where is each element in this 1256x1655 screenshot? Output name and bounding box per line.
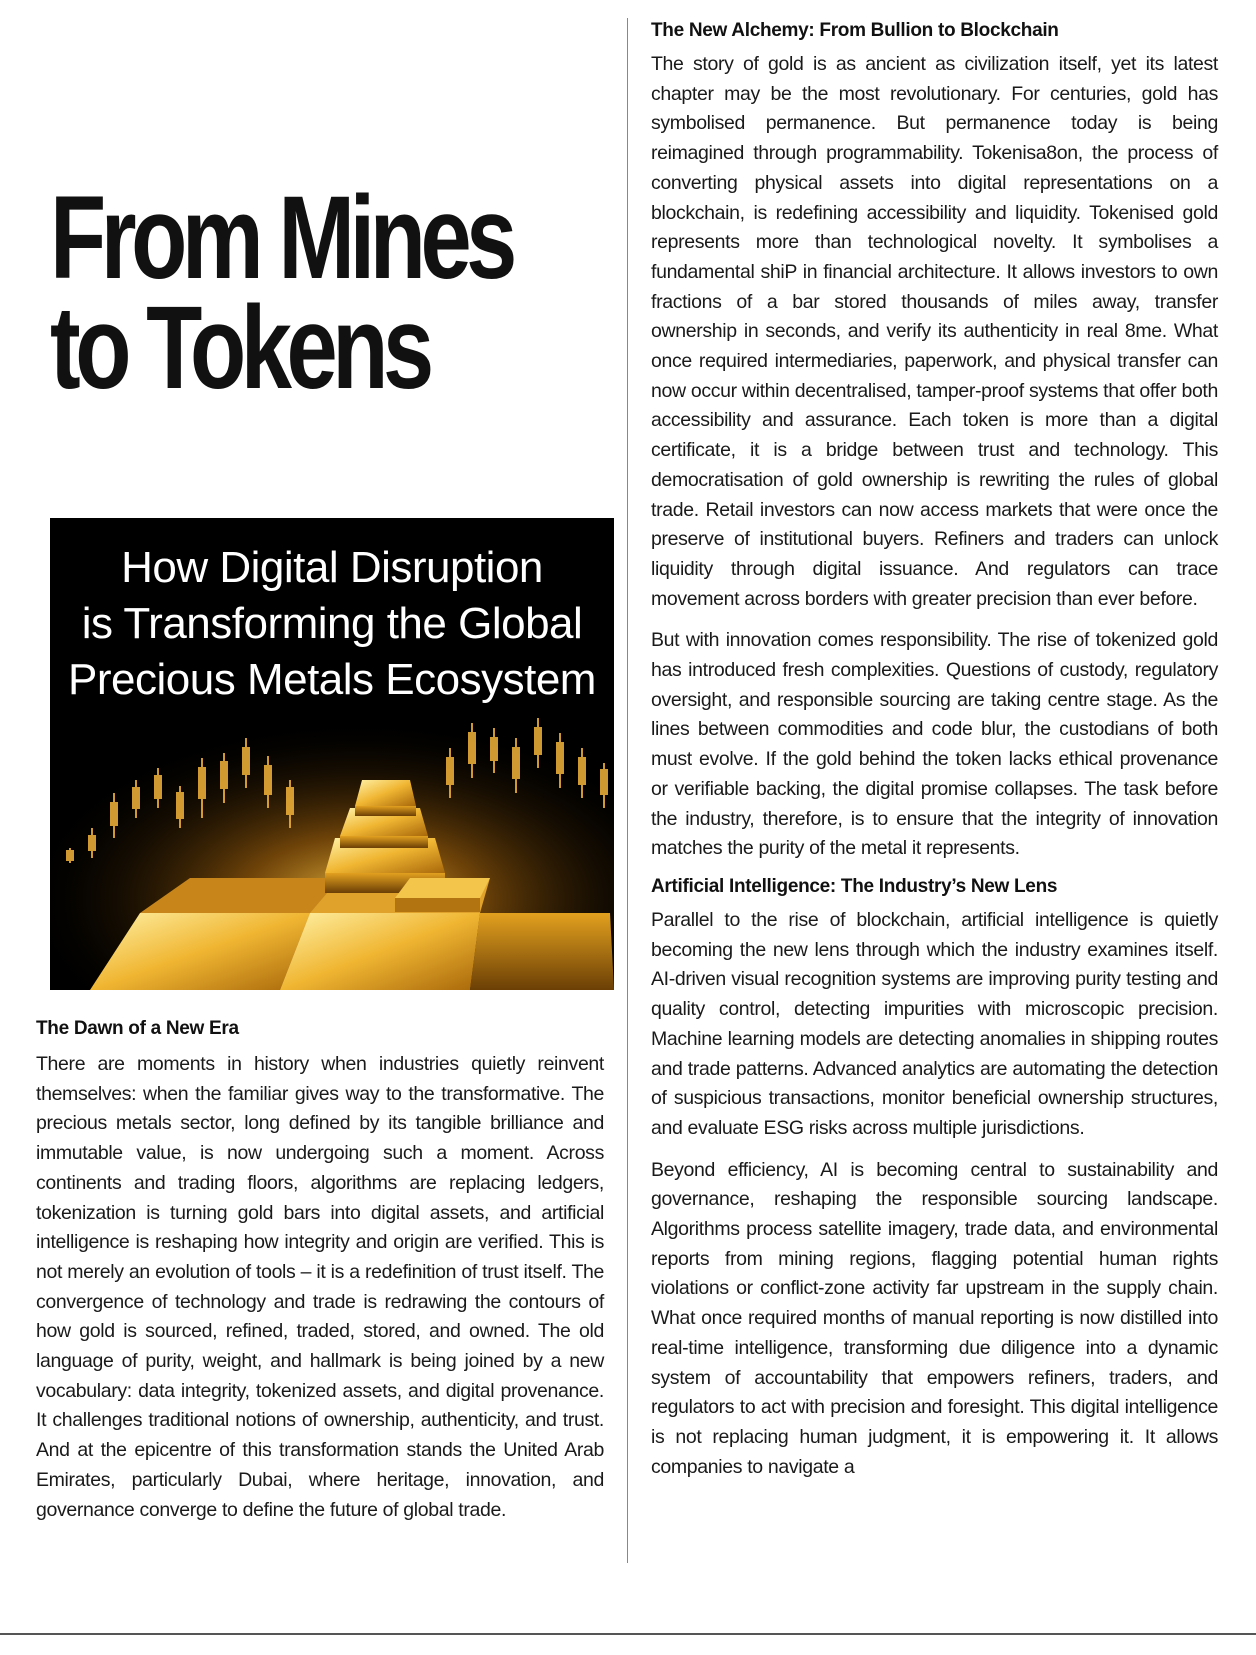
paragraph-ai-2: Beyond efficiency, AI is becoming central to sustainability and governance, reshaping the responsible sourcing landscape. Algorithms process satellite imagery, trade data, and environmental reports from mining regions, flagging potential human rights violations or conflict-zone activity far upstream in the supply chain. What once required months of manual reporting is now distilled into real-time intelligence, transforming due diligence into a dynamic system of accountability that empowers refiners, traders, and regulators to act with precision and foresight. This digital intelligence is not replacing human judgment, it is empowering it. It allows companies to navigate a xyxy=(651,1158,1218,1478)
column-divider xyxy=(627,18,628,1563)
hero-image xyxy=(50,518,614,990)
section-heading-dawn: The Dawn of a New Era xyxy=(36,1018,239,1039)
section-heading-alchemy: The New Alchemy: From Bullion to Blockchain xyxy=(651,20,1059,41)
hero-subtitle-line-2: is Transforming the Global xyxy=(81,599,583,648)
headline xyxy=(50,172,512,415)
paragraph-alchemy-2: But with innovation comes responsibility. The rise of tokenized gold has introduced fresh complexities. Questions of custody, regulatory oversight, and responsible sourcing are taking centre stage. As the lines between commodities and code blur, the custodians of both must evolve. If the gold behind the token lacks ethical provenance or verifiable backing, the digital promise collapses. The task before the industry, therefore, is to ensure that the integrity of innovation matches the purity of the metal it represents. xyxy=(651,629,1218,860)
bottom-rule xyxy=(0,1633,1256,1635)
hero-subtitle xyxy=(50,540,614,708)
paragraph-alchemy-1: The story of gold is as ancient as civilization itself, yet its latest chapter may be the most revolutionary. For centuries, gold has symbolised permanence. But permanence today is being reimagined through programmability. Tokenisa8on, the process of converting physical assets into digital representations on a blockchain, is redefining accessibility and liquidity. Tokenised gold represents more than technological novelty. It symbolises a fundamental shiP in financial architecture. It allows investors to own fractions of a bar stored thousands of miles away, transfer ownership in seconds, and verify its authenticity in real 8me. What once required intermediaries, paperwork, and physical transfer can now occur within decentralised, tamper-proof systems that offer both accessibility and assurance. Each token is more than a digital certificate, it is a bridge between trust and technology. This democratisation of gold ownership is rewriting the rules of global trade. Retail investors can now access markets that were once the preserve of institutional buyers. Refiners and traders can unlock liquidity through digital issuance. And regulators can trace movement across borders with greater precision than ever before. xyxy=(651,53,1218,610)
paragraph-ai-1: Parallel to the rise of blockchain, artificial intelligence is quietly becoming the new lens through which the industry examines itself. AI-driven visual recognition systems are improving purity testing and quality control, detecting impurities with microscopic precision. Machine learning models are detecting anomalies in shipping routes and trade patterns. Advanced analytics are automating the detection of suspicious transactions, monitor beneficial ownership structures, and evaluate ESG risks across multiple jurisdictions. xyxy=(651,908,1218,1139)
section-heading-ai: Artificial Intelligence: The Industry’s New Lens xyxy=(651,875,1058,897)
hero-subtitle-line-1: How Digital Disruption xyxy=(121,543,543,592)
paragraph-dawn: There are moments in history when industries quietly reinvent themselves: when the familiar gives way to the transformative. The precious metals sector, long defined by its tangible brilliance and immutable value, is now undergoing such a moment. Across continents and trading floors, algorithms are replacing ledgers, tokenization is turning gold bars into digital assets, and artificial intelligence is reshaping how integrity and origin are verified. This is not merely an evolution of tools – it is a redefinition of trust itself. The convergence of technology and trade is redrawing the contours of how gold is sourced, refined, traded, stored, and owned. The old language of purity, weight, and hallmark is being joined by a new vocabulary: data integrity, tokenized assets, and digital provenance. It challenges traditional notions of ownership, authenticity, and trust. And at the epicentre of this transformation stands the United Arab Emirates, particularly Dubai, where heritage, innovation, and governance converge to define the future of global trade. xyxy=(36,1053,604,1521)
hero-subtitle-line-3: Precious Metals Ecosystem xyxy=(68,655,596,704)
headline-line-2: to Tokens xyxy=(50,282,429,415)
dawn-section xyxy=(36,1018,604,1525)
headline-line-1: From Mines xyxy=(50,172,512,305)
right-column xyxy=(651,20,1218,1494)
